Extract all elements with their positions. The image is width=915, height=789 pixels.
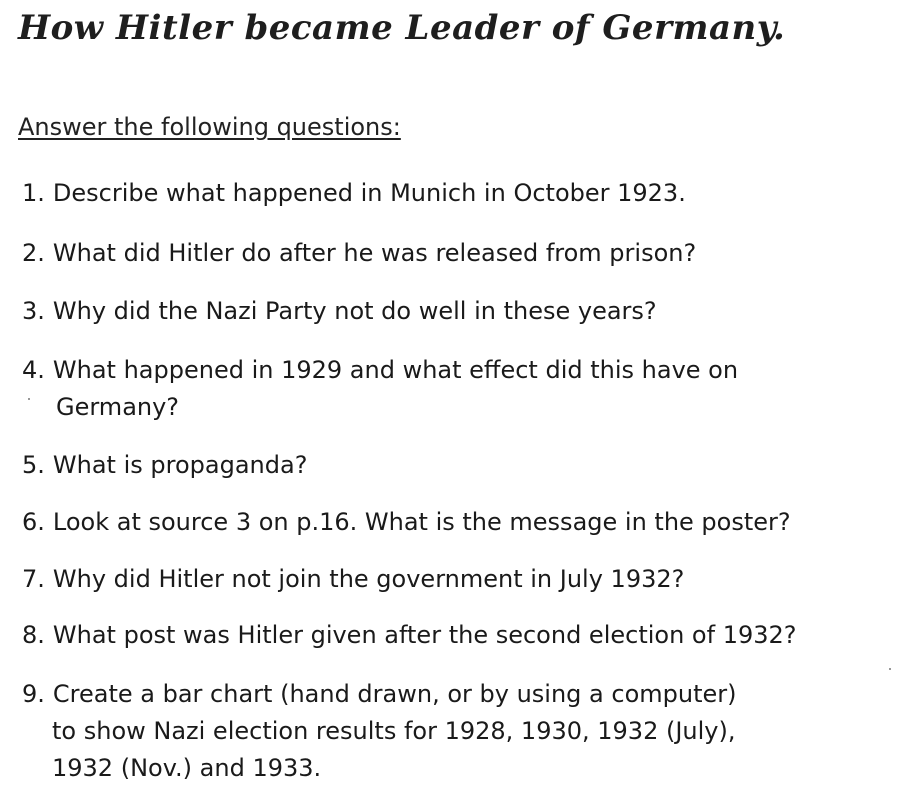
scan-speck (889, 668, 891, 670)
question-text: Describe what happened in Munich in October 1923. (52, 179, 686, 207)
question-6 (22, 504, 791, 541)
question-text-continued: to show Nazi election results for 1928, 1930, 1932 (July), (52, 717, 736, 745)
question-text: What post was Hitler given after the second election of 1932? (52, 621, 797, 649)
question-text: What did Hitler do after he was released from prison? (52, 239, 697, 267)
question-7 (22, 561, 684, 598)
question-8 (22, 617, 797, 654)
question-number: 3. (22, 297, 45, 325)
question-number: 4. (22, 356, 45, 384)
question-number: 5. (22, 451, 45, 479)
question-number: 2. (22, 239, 45, 267)
question-number: 6. (22, 508, 45, 536)
worksheet-title: How Hitler became Leader of Germany. (18, 8, 786, 48)
question-text: What happened in 1929 and what effect did this have on (52, 356, 739, 384)
question-text: Why did the Nazi Party not do well in these years? (52, 297, 657, 325)
question-4 (22, 352, 738, 426)
question-5 (22, 447, 307, 484)
question-number: 1. (22, 179, 45, 207)
question-1 (22, 175, 686, 212)
question-3 (22, 293, 657, 330)
question-text-continued: Germany? (56, 393, 180, 421)
question-text: What is propaganda? (52, 451, 308, 479)
scan-speck (28, 398, 30, 400)
question-text: Create a bar chart (hand drawn, or by using a computer) (52, 680, 737, 708)
question-text: Why did Hitler not join the government in July 1932? (52, 565, 685, 593)
question-text-continued: 1932 (Nov.) and 1933. (52, 754, 322, 782)
question-9 (22, 676, 736, 787)
question-number: 9. (22, 680, 45, 708)
question-number: 7. (22, 565, 45, 593)
instructions-heading: Answer the following questions: (18, 113, 401, 141)
question-text: Look at source 3 on p.16. What is the message in the poster? (52, 508, 791, 536)
question-number: 8. (22, 621, 45, 649)
question-2 (22, 235, 696, 272)
